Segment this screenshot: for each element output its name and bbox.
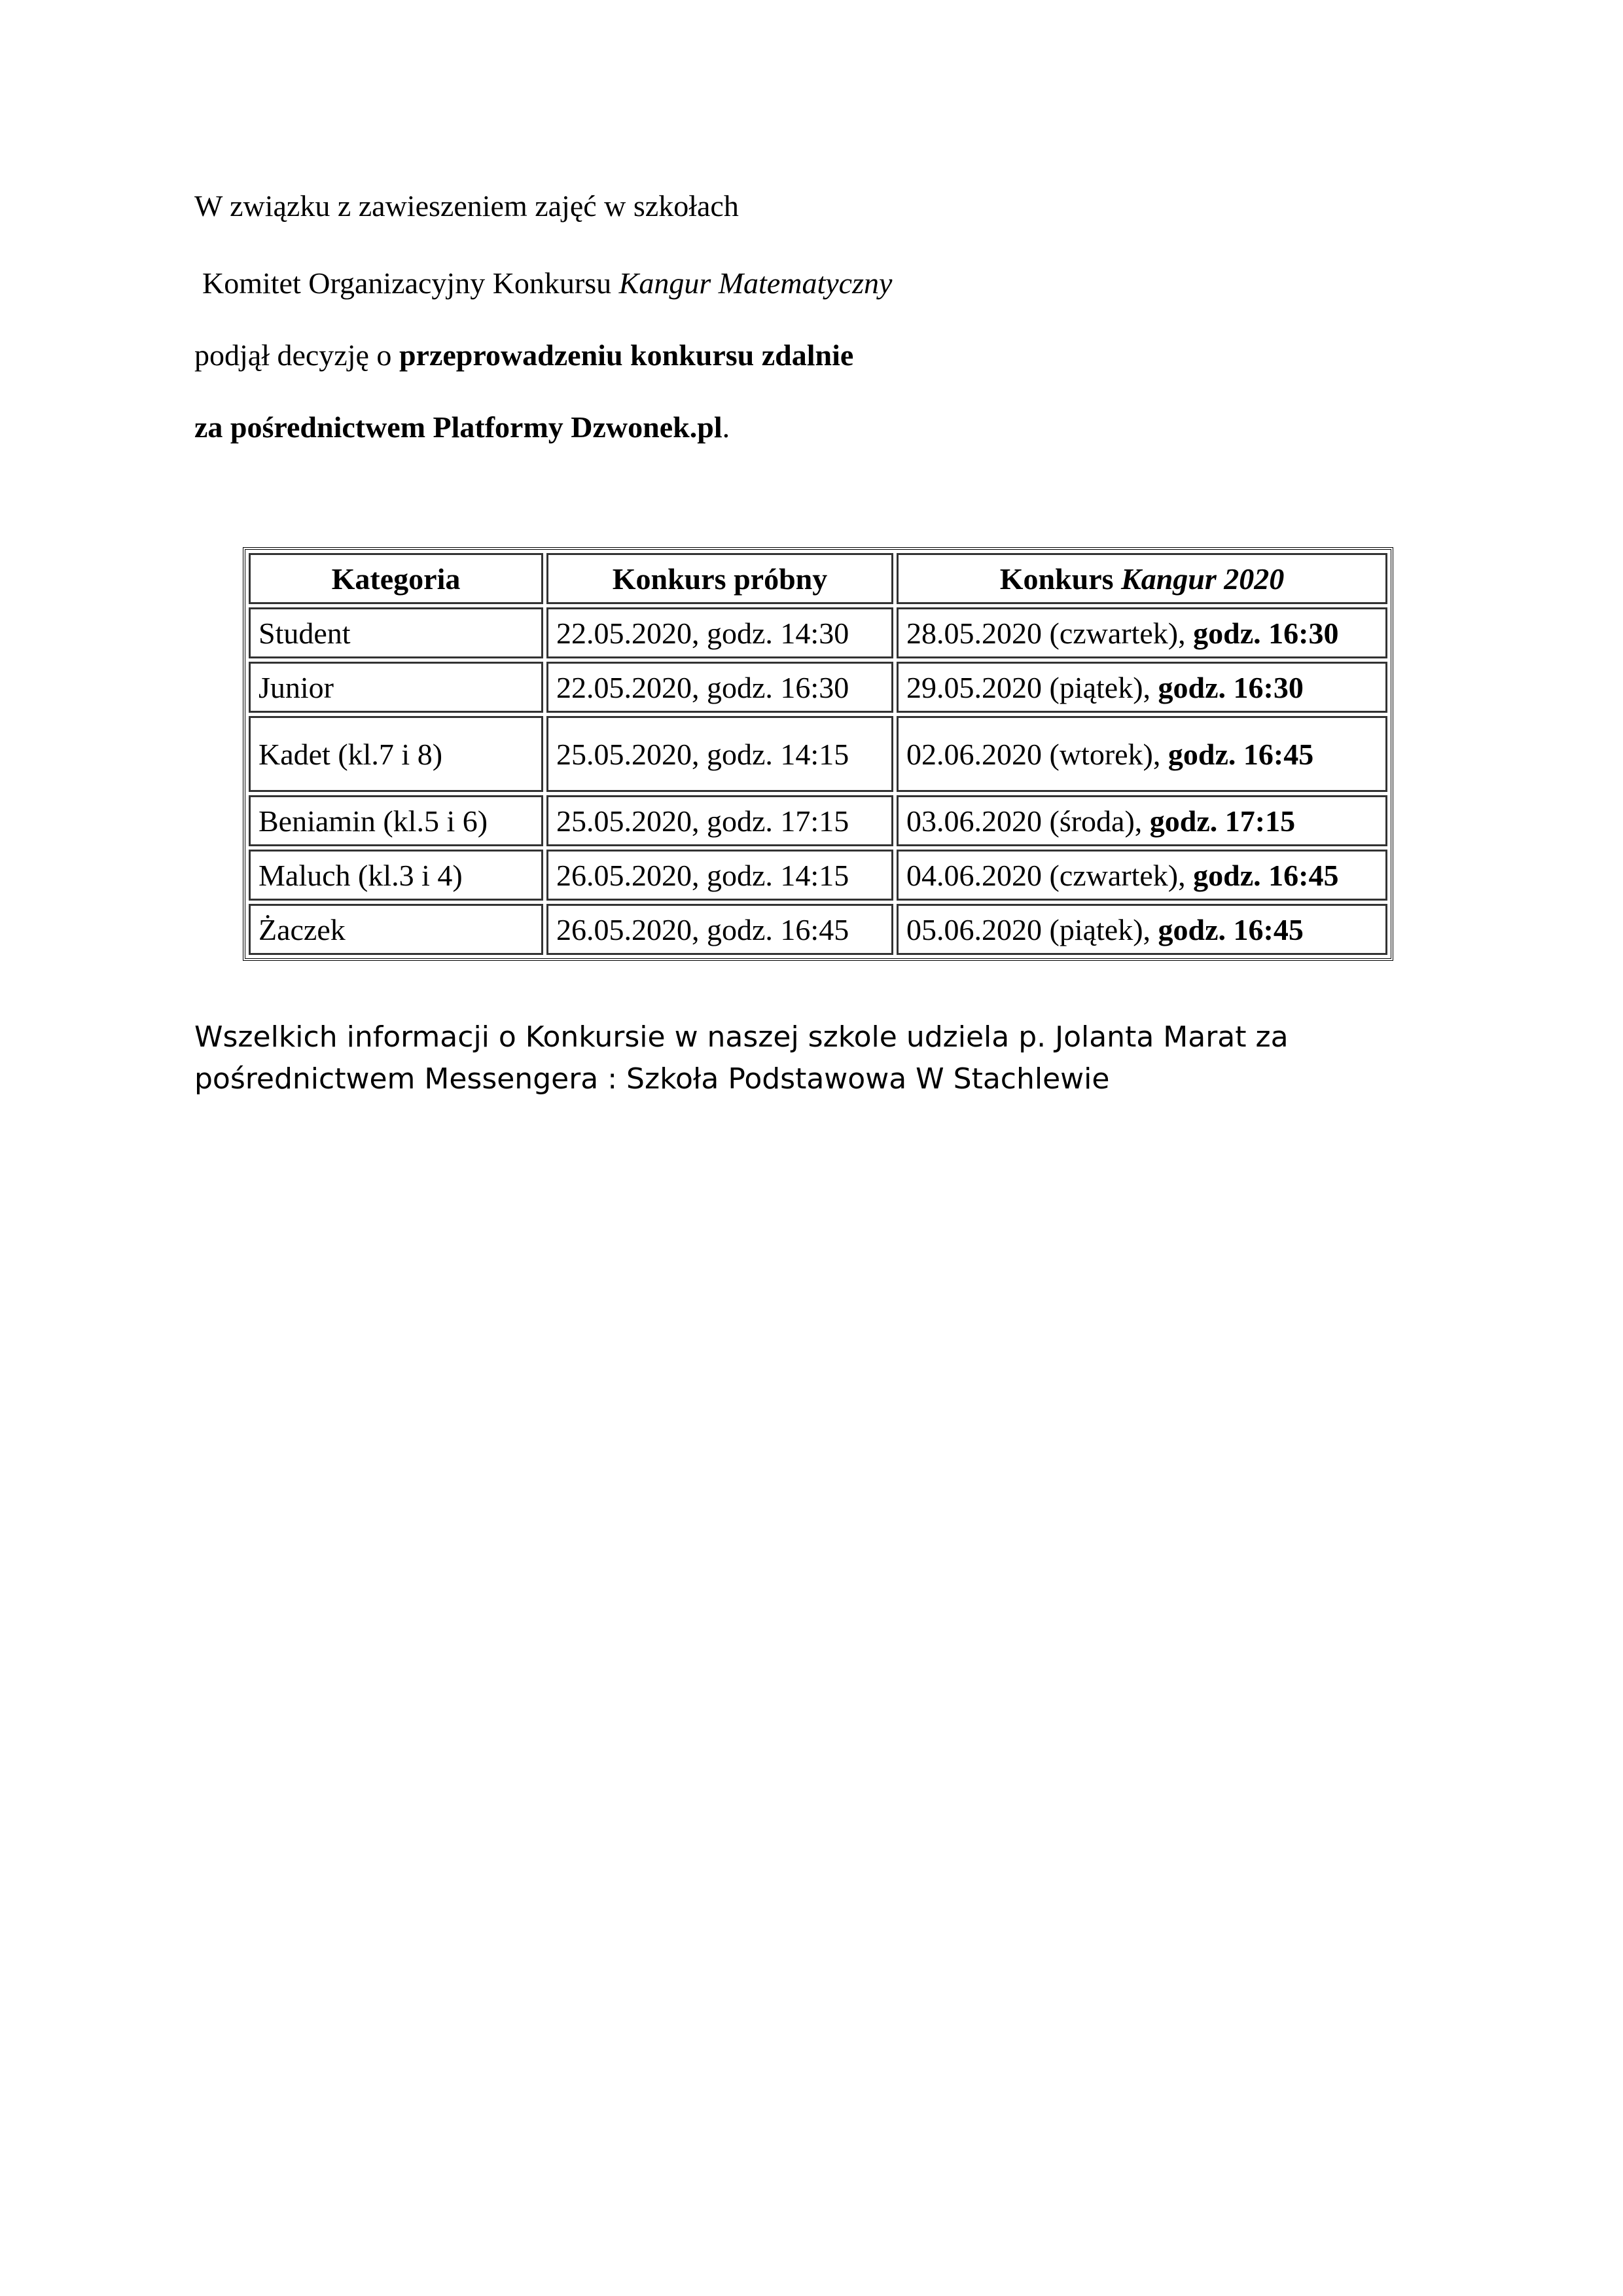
intro-line-1: W związku z zawieszeniem zajęć w szkołach <box>194 189 739 223</box>
main-date-cell <box>897 607 1387 658</box>
trial-date-cell: 26.05.2020, godz. 16:45 <box>546 904 893 955</box>
table-row <box>249 716 1387 792</box>
table-row <box>249 850 1387 901</box>
main-time: godz. 16:45 <box>1193 858 1339 892</box>
category-cell: Beniamin (kl.5 i 6) <box>249 795 543 846</box>
main-time: godz. 16:45 <box>1168 737 1314 771</box>
schedule-table <box>243 547 1393 961</box>
table-row <box>249 904 1387 955</box>
main-time: godz. 16:45 <box>1158 912 1304 946</box>
main-date-cell <box>897 904 1387 955</box>
contact-line-2: pośrednictwem Messengera : Szkoła Podstawowa W Stachlewie <box>194 1062 1110 1096</box>
main-time: godz. 16:30 <box>1193 616 1339 650</box>
trial-date-cell: 22.05.2020, godz. 16:30 <box>546 662 893 713</box>
contest-name: Kangur Matematyczny <box>618 266 893 300</box>
intro-line-3-text: podjął decyzję o <box>194 338 399 372</box>
category-cell: Student <box>249 607 543 658</box>
trial-date-cell: 26.05.2020, godz. 14:15 <box>546 850 893 901</box>
main-date: 05.06.2020 (piątek), <box>906 912 1158 946</box>
contact-line-1: Wszelkich informacji o Konkursie w naszej szkole udziela p. Jolanta Marat za <box>194 1020 1289 1054</box>
header-category: Kategoria <box>249 553 543 604</box>
category-cell: Kadet (kl.7 i 8) <box>249 716 543 792</box>
intro-line-2-text: Komitet Organizacyjny Konkursu <box>202 266 619 300</box>
main-date-cell <box>897 716 1387 792</box>
main-date-cell <box>897 795 1387 846</box>
main-date: 29.05.2020 (piątek), <box>906 670 1158 704</box>
main-date: 04.06.2020 (czwartek), <box>906 858 1194 892</box>
main-time: godz. 17:15 <box>1149 804 1296 838</box>
main-date-cell <box>897 850 1387 901</box>
header-main-contest-text: Konkurs <box>999 562 1122 596</box>
main-date: 28.05.2020 (czwartek), <box>906 616 1194 650</box>
main-time: godz. 16:30 <box>1158 670 1304 704</box>
contact-paragraph <box>194 1016 1471 1100</box>
trial-date-cell: 25.05.2020, godz. 14:15 <box>546 716 893 792</box>
header-main-contest-italic: Kangur 2020 <box>1121 562 1285 596</box>
trial-date-cell: 25.05.2020, godz. 17:15 <box>546 795 893 846</box>
intro-line-2 <box>202 266 892 301</box>
trial-date-cell: 22.05.2020, godz. 14:30 <box>546 607 893 658</box>
main-date: 03.06.2020 (środa), <box>906 804 1150 838</box>
intro-line-3 <box>194 338 853 373</box>
category-cell: Junior <box>249 662 543 713</box>
platform-name: za pośrednictwem Platformy Dzwonek.pl <box>194 410 722 444</box>
category-cell: Żaczek <box>249 904 543 955</box>
remote-contest-decision: przeprowadzeniu konkursu zdalnie <box>399 338 854 372</box>
header-main-contest <box>897 553 1387 604</box>
table-header-row <box>249 553 1387 604</box>
intro-line-4 <box>194 410 730 445</box>
intro-line-4-period: . <box>722 410 730 444</box>
category-cell: Maluch (kl.3 i 4) <box>249 850 543 901</box>
table-row <box>249 795 1387 846</box>
table-row <box>249 662 1387 713</box>
table-row <box>249 607 1387 658</box>
main-date: 02.06.2020 (wtorek), <box>906 737 1168 771</box>
main-date-cell <box>897 662 1387 713</box>
header-trial-contest: Konkurs próbny <box>546 553 893 604</box>
